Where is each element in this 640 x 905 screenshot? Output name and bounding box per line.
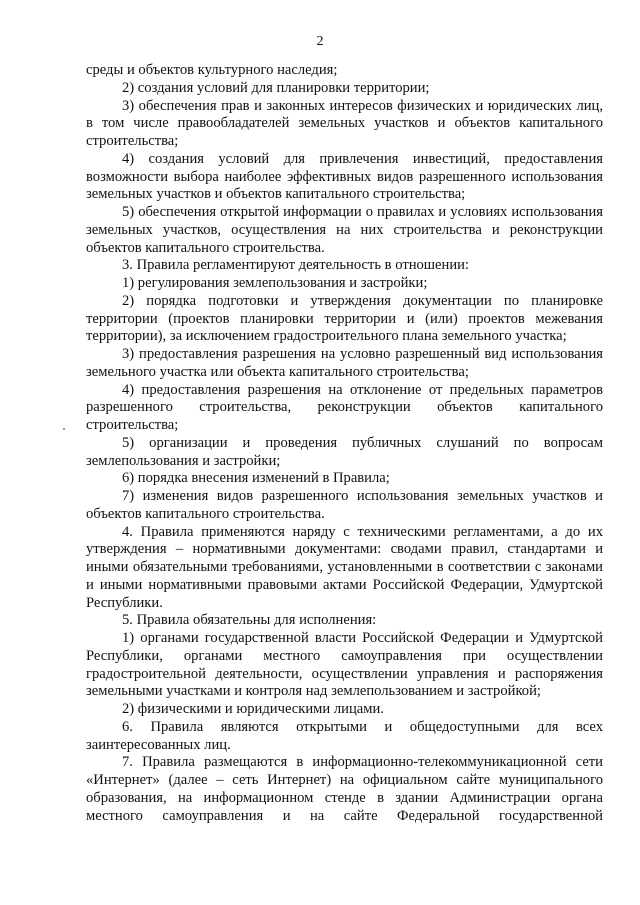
paragraph: 7) изменения видов разрешенного использования земельных участков и объектов капитального строительства.: [86, 488, 603, 522]
paragraph: 6. Правила являются открытыми и общедоступными для всех заинтересованных лиц.: [86, 718, 603, 753]
paragraph: 3. Правила регламентируют деятельность в отношении:: [122, 257, 470, 274]
paragraph: 3) предоставления разрешения на условно разрешенный вид использования земельного участка или объекта капитального строительства;: [86, 346, 603, 380]
paragraph: 5. Правила обязательны для исполнения:: [122, 612, 377, 629]
paragraph: 3) обеспечения прав и законных интересов физических и юридических лиц, в том числе правообладателей земельных участков и объектов капитального строительства;: [86, 97, 603, 149]
page-number: 2: [316, 34, 324, 49]
paragraph: 6) порядка внесения изменений в Правила;: [122, 470, 390, 487]
paragraph: 1) регулирования землепользования и застройки;: [122, 275, 428, 291]
paragraph: 2) физическими и юридическими лицами.: [122, 701, 384, 717]
paragraph: 4. Правила применяются наряду с техническими регламентами, а до их утверждения – нормативными документами: сводами правил, стандартами и иными обязательными требованиями, установленными в соответствии с законами и иными нормативными правовыми актами Российской Федерации, Удмуртской Республики.: [86, 523, 603, 611]
paragraph: 7. Правила размещаются в информационно-телекоммуникационной сети «Интернет» (далее – сеть Интернет) на официальном сайте муниципального образования, на информационном стенде в здании Администрации органа местного самоуправления и на сайте Федеральной государственной: [86, 754, 603, 824]
body-text: [86, 62, 603, 825]
paragraph: 5) организации и проведения публичных слушаний по вопросам землепользования и застройки;: [86, 434, 603, 469]
paragraph: 4) создания условий для привлечения инвестиций, предоставления возможности выбора наиболее эффективных видов разрешенного использования земельных участков и объектов капитального строительства;: [86, 150, 603, 203]
paragraph: 2) порядка подготовки и утверждения документации по планировке территории (проектов планировки территории и (или) проектов межевания территории), за исключением градостроительного плана земельного участка;: [86, 292, 603, 345]
paragraph: 4) предоставления разрешения на отклонение от предельных параметров разрешенного строительства, реконструкции объектов капитального строительства;: [86, 381, 603, 433]
paragraph: 5) обеспечения открытой информации о правилах и условиях использования земельных участков, осуществления на них строительства и реконструкции объектов капитального строительства.: [86, 204, 603, 256]
paragraph: 1) органами государственной власти Российской Федерации и Удмуртской Республики, органами местного самоуправления при осуществлении градостроительной деятельности, осуществлении управления и распоряжения земельными участками и контроля над землепользованием и застройкой;: [86, 630, 603, 700]
paragraph: среды и объектов культурного наследия;: [86, 62, 338, 78]
scan-speck: [63, 428, 65, 430]
paragraph: 2) создания условий для планировки территории;: [122, 79, 430, 96]
